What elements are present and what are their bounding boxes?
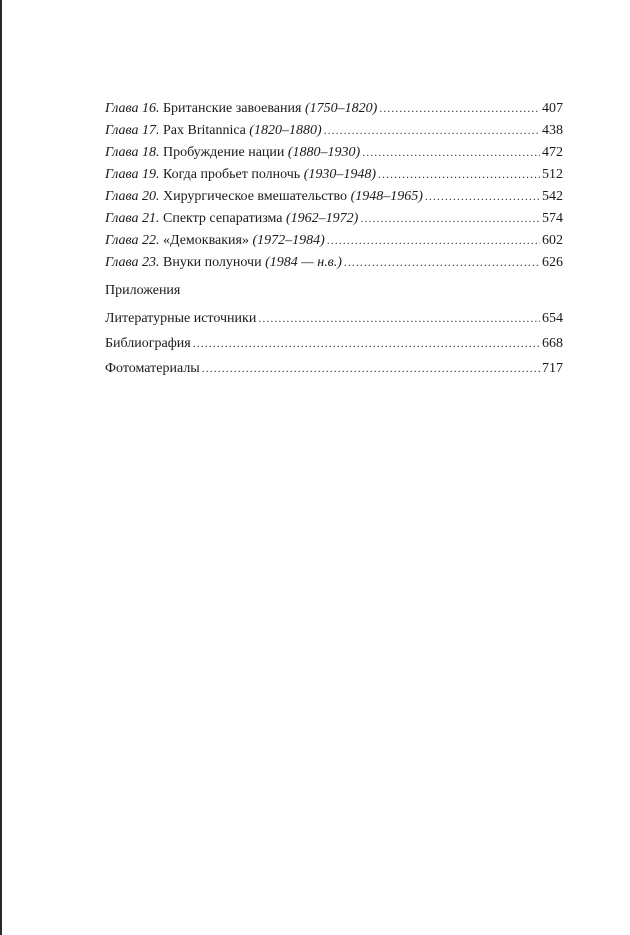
chapter-title: Внуки полуночи (162, 255, 262, 270)
chapter-label (105, 252, 342, 274)
chapter-prefix: Глава 23. (105, 255, 160, 270)
dot-leader (327, 229, 540, 251)
appendix-title: Фотоматериалы (105, 361, 200, 376)
page-number: 512 (542, 167, 563, 182)
toc-entry-bibliography[interactable] (105, 331, 563, 356)
chapter-prefix: Глава 16. (105, 101, 160, 116)
chapter-title: Когда пробьет полночь (162, 167, 301, 182)
appendix-title: Библиография (105, 336, 191, 351)
dot-leader (324, 119, 540, 141)
dot-leader (362, 141, 540, 163)
chapter-years: (1962–1972) (286, 211, 359, 226)
page-number: 472 (542, 145, 563, 160)
page-number: 668 (542, 336, 563, 351)
chapter-title: Pax Britannica (162, 123, 246, 138)
toc-entry-chapter-17[interactable] (105, 119, 563, 141)
chapter-title: «Демоквакия» (162, 233, 249, 248)
dot-leader (360, 207, 540, 229)
chapter-label (105, 186, 423, 208)
appendix-title: Литературные источники (105, 311, 257, 326)
chapter-prefix: Глава 22. (105, 233, 160, 248)
chapter-years: (1948–1965) (350, 189, 423, 204)
chapter-label (105, 164, 376, 186)
chapter-title: Британские завоевания (162, 101, 302, 116)
chapter-years: (1750–1820) (304, 101, 378, 116)
dot-leader (344, 251, 540, 273)
chapter-label (105, 230, 325, 252)
page-number: 626 (542, 255, 563, 270)
toc-entry-chapter-22[interactable] (105, 229, 563, 251)
appendix-heading: Приложения (105, 283, 181, 298)
toc-entry-chapter-18[interactable] (105, 141, 563, 163)
page-number: 574 (542, 211, 563, 226)
chapter-years: (1930–1948) (303, 167, 377, 182)
dot-leader (258, 306, 540, 331)
chapter-title: Хирургическое вмешательство (162, 189, 348, 204)
chapter-title: Пробуждение нации (162, 145, 285, 160)
chapter-years: (1972–1984) (252, 233, 325, 248)
chapter-prefix: Глава 18. (105, 145, 160, 160)
page-number: 438 (542, 123, 563, 138)
chapter-years: (1984 — н.в.) (265, 255, 342, 270)
page-number: 542 (542, 189, 563, 204)
chapter-label (105, 208, 358, 230)
dot-leader (202, 356, 540, 381)
chapter-prefix: Глава 20. (105, 189, 160, 204)
chapter-label (105, 98, 377, 120)
toc-entry-literary-sources[interactable] (105, 306, 563, 331)
chapter-years: (1880–1930) (287, 145, 361, 160)
chapter-prefix: Глава 17. (105, 123, 160, 138)
page-number: 602 (542, 233, 563, 248)
toc-entry-chapter-21[interactable] (105, 207, 563, 229)
chapter-prefix: Глава 21. (105, 211, 160, 226)
page-edge (0, 0, 2, 935)
chapter-years: (1820–1880) (249, 123, 322, 138)
dot-leader (378, 163, 540, 185)
dot-leader (425, 185, 540, 207)
table-of-contents (105, 97, 563, 381)
page-number: 407 (542, 101, 563, 116)
appendix-list (105, 306, 563, 381)
page-number: 717 (542, 361, 563, 376)
page-number: 654 (542, 311, 563, 326)
dot-leader (193, 331, 540, 356)
dot-leader (379, 97, 540, 119)
toc-entry-chapter-19[interactable] (105, 163, 563, 185)
toc-entry-photo-materials[interactable] (105, 356, 563, 381)
chapter-label (105, 142, 360, 164)
toc-entry-chapter-16[interactable] (105, 97, 563, 119)
chapter-label (105, 120, 322, 142)
toc-entry-chapter-23[interactable] (105, 251, 563, 273)
chapter-prefix: Глава 19. (105, 167, 160, 182)
chapter-title: Спектр сепаратизма (162, 211, 283, 226)
toc-entry-chapter-20[interactable] (105, 185, 563, 207)
